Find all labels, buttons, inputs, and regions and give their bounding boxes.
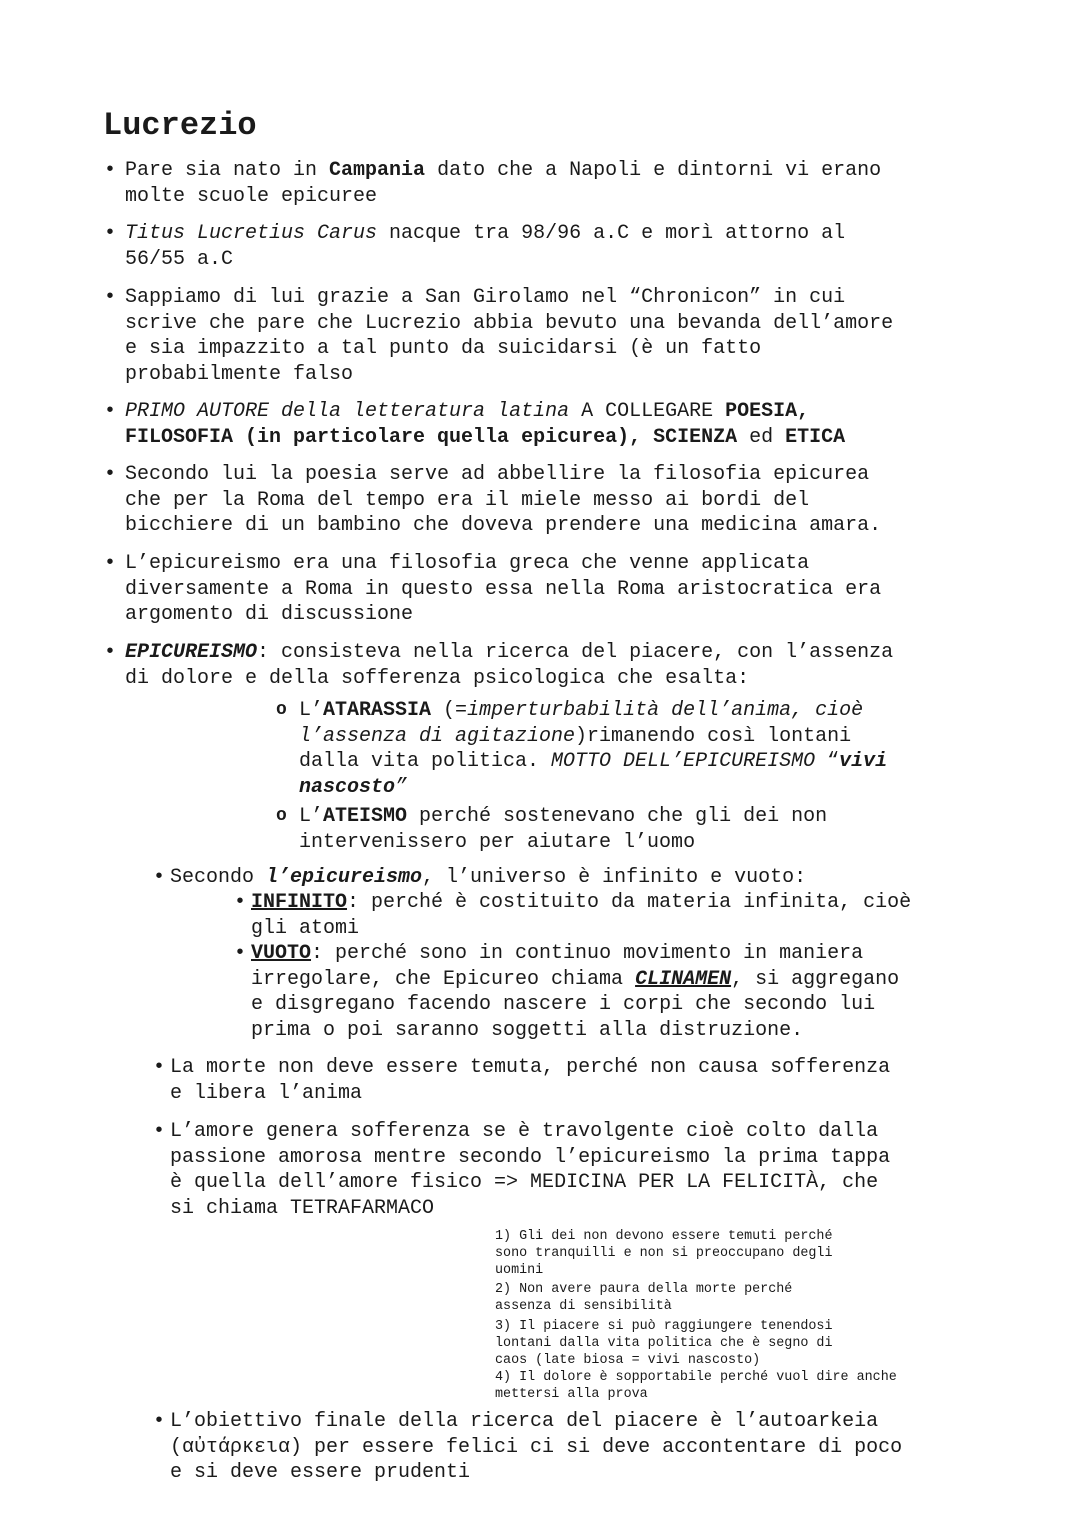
bullet: • xyxy=(104,286,117,309)
bullet: • xyxy=(153,1120,166,1143)
paragraph-birthplace: Pare sia nato in Campania dato che a Napoli e dintorni vi erano molte scuole epicuree xyxy=(125,159,882,208)
bullet: • xyxy=(104,463,117,486)
bullet: • xyxy=(104,400,117,423)
paragraph-universo: Secondo l’epicureismo, l’universo è infinito e vuoto: xyxy=(170,866,807,889)
paragraph-amore: L’amore genera sofferenza se è travolgente cioè colto dalla passione amorosa mentre secondo l’epicureismo la prima tappa è quella dell’amore fisico => MEDICINA PER LA FELICITÀ, che si chiama TETRAFARMACO xyxy=(170,1120,891,1220)
paragraph-vuoto: VUOTO: perché sono in continuo movimento in maniera irregolare, che Epicureo chiama CLINAMEN, si aggregano e disgregano facendo nascere i corpi che secondo lui prima o poi saranno soggetti alla distruzione. xyxy=(251,942,900,1042)
paragraph-epicureismo-definizione: EPICUREISMO: consisteva nella ricerca del piacere, con l’assenza di dolore e della sofferenza psicologica che esalta: xyxy=(125,641,894,690)
bullet: • xyxy=(153,1410,166,1433)
sub-bullet: o xyxy=(276,700,287,720)
sub-paragraph-ateismo: L’ATEISMO perché sostenevano che gli dei non intervenissero per aiutare l’uomo xyxy=(299,805,828,854)
paragraph-san-girolamo: Sappiamo di lui grazie a San Girolamo nel “Chronicon” in cui scrive che pare che Lucrezio abbia bevuto una bevanda dell’amore e sia impazzito a tal punto da suicidarsi (è un fatto probabilmente falso xyxy=(125,286,894,386)
paragraph-poesia: Secondo lui la poesia serve ad abbellire la filosofia epicurea che per la Roma del tempo era il miele messo ai bordi del bicchiere di un bambino che doveva prendere una medicina amara. xyxy=(125,463,882,537)
paragraph-autoarkeia: L’obiettivo finale della ricerca del piacere è l’autoarkeia (αὐτάρκεια) per essere felici ci si deve accontentare di poco e si deve essere prudenti xyxy=(170,1410,903,1484)
paragraph-dates: Titus Lucretius Carus nacque tra 98/96 a.C e morì attorno al 56/55 a.C xyxy=(125,222,846,271)
tetrafarmaco-item-1: 1) Gli dei non devono essere temuti perché sono tranquilli e non si preoccupano degli uomini xyxy=(495,1229,833,1278)
bullet: • xyxy=(234,942,247,965)
tetrafarmaco-item-2: 2) Non avere paura della morte perché assenza di sensibilità xyxy=(495,1282,793,1314)
page-title: Lucrezio xyxy=(103,107,257,144)
sub-bullet: o xyxy=(276,806,287,826)
bullet: • xyxy=(104,641,117,664)
bullet: • xyxy=(234,891,247,914)
bullet: • xyxy=(104,222,117,245)
tetrafarmaco-item-3-4: 3) Il piacere si può raggiungere tenendosi lontani dalla vita politica che è segno di caos (late biosa = vivi nascosto) 4) Il dolore è sopportabile perché vuol dire anche mettersi alla prova xyxy=(495,1319,897,1402)
bullet: • xyxy=(153,866,166,889)
bullet: • xyxy=(104,159,117,182)
sub-paragraph-atarassia: L’ATARASSIA (=imperturbabilità dell’anima, cioè l’assenza di agitazione)rimanendo così lontani dalla vita politica. MOTTO DELL’EPICUREISMO “vivi nascosto” xyxy=(299,699,888,799)
bullet: • xyxy=(104,552,117,575)
paragraph-epicureismo-roma: L’epicureismo era una filosofia greca che venne applicata diversamente a Roma in questo essa nella Roma aristocratica era argomento di discussione xyxy=(125,552,882,626)
bullet: • xyxy=(153,1056,166,1079)
paragraph-morte: La morte non deve essere temuta, perché non causa sofferenza e libera l’anima xyxy=(170,1056,891,1105)
paragraph-primo-autore: PRIMO AUTORE della letteratura latina A COLLEGARE POESIA, FILOSOFIA (in particolare quella epicurea), SCIENZA ed ETICA xyxy=(125,400,846,449)
paragraph-infinito: INFINITO: perché è costituito da materia infinita, cioè gli atomi xyxy=(251,891,912,940)
